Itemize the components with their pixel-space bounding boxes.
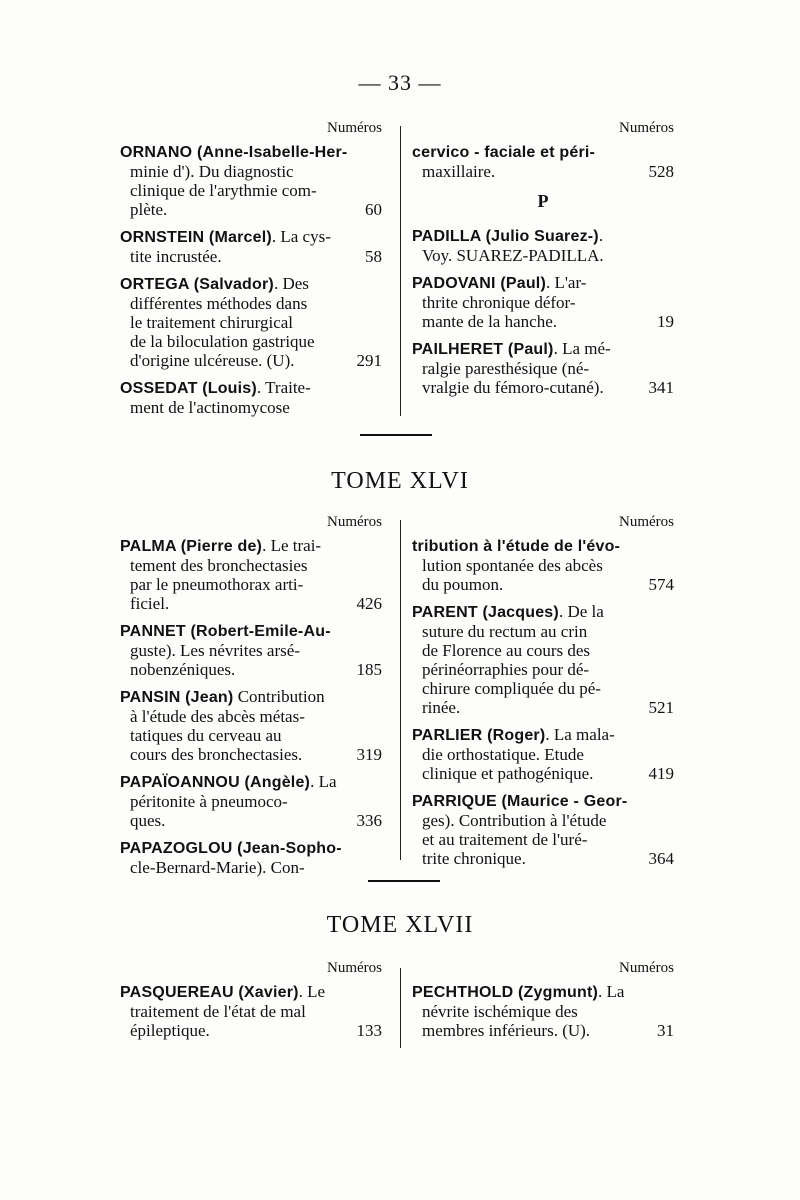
left-column bbox=[120, 958, 382, 1048]
entry-line: PANSIN (Jean) Contribution bbox=[120, 687, 325, 706]
author-name: PADOVANI (Paul) bbox=[412, 275, 546, 292]
entry-line: ralgie paresthésique (né- bbox=[422, 359, 590, 378]
index-entry bbox=[412, 142, 674, 181]
entry-line: ORTEGA (Salvador). Des bbox=[120, 274, 309, 293]
entry-line: par le pneumothorax arti- bbox=[130, 575, 304, 594]
thesis-number: 426 bbox=[356, 594, 382, 613]
entry-line: de la biloculation gastrique bbox=[130, 332, 315, 351]
entry-line: PALMA (Pierre de). Le trai- bbox=[120, 536, 322, 555]
author-name: PANSIN (Jean) bbox=[120, 689, 234, 706]
column-header: Numéros bbox=[619, 960, 674, 976]
column-header: Numéros bbox=[619, 514, 674, 530]
entry-line bbox=[120, 142, 382, 162]
author-name: PAILHERET (Paul) bbox=[412, 341, 554, 358]
entry-line: 60 plète. bbox=[130, 200, 382, 219]
thesis-number: 60 bbox=[365, 200, 382, 219]
section-divider bbox=[360, 434, 432, 436]
entry-line: de Florence au cours des bbox=[422, 641, 591, 660]
index-entry bbox=[120, 687, 382, 764]
entry-line: 319 cours des bronchectasies. bbox=[130, 745, 382, 764]
entry-line: périnéorraphies pour dé- bbox=[422, 660, 590, 679]
thesis-number: 185 bbox=[356, 660, 382, 679]
author-name: PASQUEREAU (Xavier) bbox=[120, 984, 299, 1001]
entry-line: PASQUEREAU (Xavier). Le bbox=[120, 982, 326, 1001]
thesis-number: 341 bbox=[648, 378, 674, 397]
author-name: PARLIER (Roger) bbox=[412, 727, 546, 744]
column-divider bbox=[400, 520, 401, 860]
entry-line: à l'étude des abcès métas- bbox=[130, 707, 305, 726]
author-name: tribution à l'étude de l'évo- bbox=[412, 538, 621, 555]
author-name: PARRIQUE (Maurice - Geor- bbox=[412, 793, 628, 810]
entry-line: cle-Bernard-Marie). Con- bbox=[130, 858, 305, 877]
left-column bbox=[120, 512, 382, 885]
thesis-number: 521 bbox=[648, 698, 674, 717]
entry-line: minie d'). Du diagnostic bbox=[130, 162, 294, 181]
index-entry bbox=[120, 621, 382, 679]
thesis-number: 133 bbox=[356, 1021, 382, 1040]
column-header: Numéros bbox=[327, 960, 382, 976]
entry-line: lution spontanée des abcès bbox=[422, 556, 603, 575]
entry-line: suture du rectum au crin bbox=[422, 622, 588, 641]
column-header: Numéros bbox=[327, 120, 382, 136]
column-divider bbox=[400, 968, 401, 1048]
entry-line: 19 mante de la hanche. bbox=[422, 312, 674, 331]
entry-line: 133 épileptique. bbox=[130, 1021, 382, 1040]
thesis-number: 19 bbox=[657, 312, 674, 331]
index-entry bbox=[412, 791, 674, 868]
letter-heading: P bbox=[537, 191, 549, 211]
index-entry bbox=[120, 378, 382, 417]
index-entry bbox=[120, 772, 382, 830]
entry-line: PAILHERET (Paul). La mé- bbox=[412, 339, 611, 358]
thesis-number: 528 bbox=[648, 162, 674, 181]
author-name: OSSEDAT (Louis) bbox=[120, 380, 257, 397]
index-entry bbox=[412, 602, 674, 717]
author-name: ORTEGA (Salvador) bbox=[120, 276, 274, 293]
entry-line: 364 trite chronique. bbox=[422, 849, 674, 868]
index-entry bbox=[120, 536, 382, 613]
entry-line: OSSEDAT (Louis). Traite- bbox=[120, 378, 311, 397]
entry-line: 419 clinique et pathogénique. bbox=[422, 764, 674, 783]
entry-line: péritonite à pneumoco- bbox=[130, 792, 288, 811]
index-entry bbox=[120, 142, 382, 219]
section-divider bbox=[368, 880, 440, 882]
index-entry bbox=[412, 982, 674, 1040]
author-name: PAPAÏOANNOU (Angèle) bbox=[120, 774, 311, 791]
right-column bbox=[412, 958, 674, 1048]
section-tome-continued bbox=[120, 118, 680, 418]
index-entry bbox=[120, 227, 382, 266]
index-entry bbox=[412, 339, 674, 397]
index-entry bbox=[120, 274, 382, 370]
section-tome-xlvi bbox=[120, 512, 680, 877]
index-entry bbox=[412, 725, 674, 783]
index-entry bbox=[412, 226, 674, 265]
entry-line: die orthostatique. Etude bbox=[422, 745, 584, 764]
index-entry bbox=[120, 982, 382, 1040]
thesis-number: 574 bbox=[648, 575, 674, 594]
entry-line bbox=[412, 791, 674, 811]
thesis-number: 364 bbox=[648, 849, 674, 868]
thesis-number: 419 bbox=[648, 764, 674, 783]
entry-line: et au traitement de l'uré- bbox=[422, 830, 588, 849]
entry-line: 528 maxillaire. bbox=[422, 162, 674, 181]
author-name: cervico - faciale et péri- bbox=[412, 144, 596, 161]
tome-xlvii-title: TOME XLVII bbox=[326, 912, 474, 938]
column-header: Numéros bbox=[327, 514, 382, 530]
right-column bbox=[412, 512, 674, 876]
index-entry bbox=[412, 536, 674, 594]
entry-line bbox=[120, 621, 382, 641]
author-name: PALMA (Pierre de) bbox=[120, 538, 263, 555]
entry-line: névrite ischémique des bbox=[422, 1002, 578, 1021]
entry-line: Voy. SUAREZ-PADILLA. bbox=[422, 246, 604, 265]
entry-line: 574 du poumon. bbox=[422, 575, 674, 594]
entry-line: 185 nobenzéniques. bbox=[130, 660, 382, 679]
entry-line: tement des bronchectasies bbox=[130, 556, 308, 575]
entry-line: PAPAÏOANNOU (Angèle). La bbox=[120, 772, 337, 791]
entry-line: le traitement chirurgical bbox=[130, 313, 294, 332]
entry-line: traitement de l'état de mal bbox=[130, 1002, 306, 1021]
entry-line: thrite chronique défor- bbox=[422, 293, 576, 312]
entry-line bbox=[412, 536, 674, 556]
column-header: Numéros bbox=[619, 120, 674, 136]
entry-line: 31 membres inférieurs. (U). bbox=[422, 1021, 674, 1040]
entry-line: ment de l'actinomycose bbox=[130, 398, 290, 417]
thesis-number: 31 bbox=[657, 1021, 674, 1040]
index-entry bbox=[120, 838, 382, 877]
entry-line: 291 d'origine ulcéreuse. (U). bbox=[130, 351, 382, 370]
page-number: — 33 — bbox=[358, 70, 442, 95]
thesis-number: 58 bbox=[365, 247, 382, 266]
entry-line bbox=[412, 142, 674, 162]
author-name: PARENT (Jacques) bbox=[412, 604, 559, 621]
entry-line: 58 tite incrustée. bbox=[130, 247, 382, 266]
section-tome-xlvii bbox=[120, 958, 680, 1058]
left-column bbox=[120, 118, 382, 425]
column-divider bbox=[400, 126, 401, 416]
author-name: PANNET (Robert-Emile-Au- bbox=[120, 623, 331, 640]
entry-line: PARENT (Jacques). De la bbox=[412, 602, 604, 621]
entry-line: PADILLA (Julio Suarez-). bbox=[412, 226, 604, 245]
entry-line: 336 ques. bbox=[130, 811, 382, 830]
entry-line: PADOVANI (Paul). L'ar- bbox=[412, 273, 587, 292]
entry-line: tatiques du cerveau au bbox=[130, 726, 282, 745]
right-column bbox=[412, 118, 674, 405]
entry-line: chirure compliquée du pé- bbox=[422, 679, 601, 698]
entry-line: clinique de l'arythmie com- bbox=[130, 181, 317, 200]
index-entry bbox=[412, 273, 674, 331]
author-name: PECHTHOLD (Zygmunt) bbox=[412, 984, 599, 1001]
author-name: ORNANO (Anne-Isabelle-Her- bbox=[120, 144, 348, 161]
entry-line: ges). Contribution à l'étude bbox=[422, 811, 607, 830]
thesis-number: 291 bbox=[356, 351, 382, 370]
author-name: PADILLA (Julio Suarez-) bbox=[412, 228, 599, 245]
entry-line: ORNSTEIN (Marcel). La cys- bbox=[120, 227, 331, 246]
entry-line: différentes méthodes dans bbox=[130, 294, 308, 313]
tome-xlvi-title: TOME XLVI bbox=[331, 468, 469, 494]
entry-line: 341 vralgie du fémoro-cutané). bbox=[422, 378, 674, 397]
thesis-number: 319 bbox=[356, 745, 382, 764]
thesis-number: 336 bbox=[356, 811, 382, 830]
entry-line: PARLIER (Roger). La mala- bbox=[412, 725, 615, 744]
author-name: PAPAZOGLOU (Jean-Sopho- bbox=[120, 840, 342, 857]
entry-line: PECHTHOLD (Zygmunt). La bbox=[412, 982, 625, 1001]
entry-line: guste). Les névrites arsé- bbox=[130, 641, 300, 660]
entry-line: 521 rinée. bbox=[422, 698, 674, 717]
author-name: ORNSTEIN (Marcel) bbox=[120, 229, 272, 246]
entry-line: 426 ficiel. bbox=[130, 594, 382, 613]
entry-line bbox=[120, 838, 382, 858]
